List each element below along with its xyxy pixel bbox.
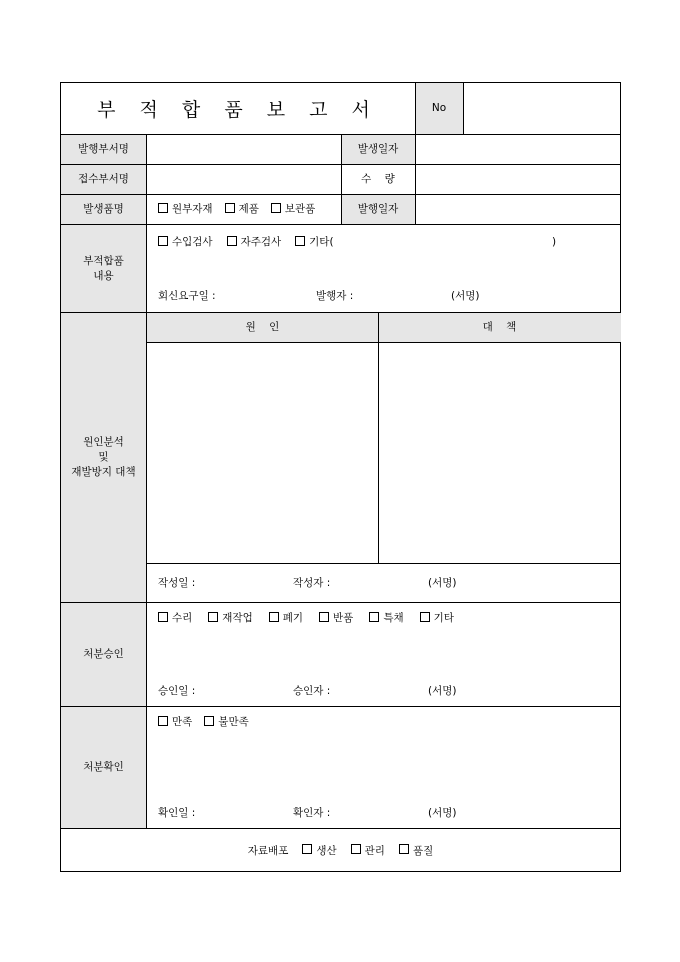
- qty-label: 수 량: [361, 173, 395, 185]
- issuer-label: 발행자 :: [316, 290, 354, 302]
- checkbox-icon: [269, 612, 279, 622]
- nonconformity-report-form: [60, 82, 621, 872]
- disposal-label: 처분승인: [83, 648, 124, 660]
- disposal-option-rework[interactable]: 재작업: [208, 611, 252, 625]
- item-option-stored[interactable]: 보관품: [271, 202, 315, 216]
- approver-sign: (서명): [428, 685, 457, 697]
- cause-header: 원 인: [245, 321, 280, 333]
- checkbox-icon: [295, 236, 305, 246]
- checkbox-icon: [158, 716, 168, 726]
- nonconf-option-other[interactable]: 기타(: [295, 235, 333, 249]
- checkbox-icon: [227, 236, 237, 246]
- no-value-field[interactable]: [464, 83, 620, 134]
- disposal-option-other[interactable]: 기타: [420, 611, 454, 625]
- issue-date-label: 발생일자: [357, 143, 399, 155]
- distribution-row: [61, 829, 620, 871]
- confirm-label: 처분확인: [83, 761, 124, 773]
- checkbox-icon: [158, 236, 168, 246]
- disposal-option-repair[interactable]: 수리: [158, 611, 192, 625]
- disposal-option-scrap[interactable]: 폐기: [269, 611, 303, 625]
- disposal-option-concession[interactable]: 특채: [369, 611, 403, 625]
- checker-sign: (서명): [428, 807, 457, 819]
- no-label: No: [431, 102, 447, 114]
- confirm-date-label: 확인일 :: [158, 807, 196, 819]
- nonconf-option-self[interactable]: 자주검사: [227, 235, 282, 249]
- confirm-option-satisfied[interactable]: 만족: [158, 715, 192, 729]
- checkbox-icon: [399, 844, 409, 854]
- written-date-label: 작성일 :: [158, 577, 196, 589]
- distribution-option-management[interactable]: 관리: [351, 843, 385, 858]
- issuer-sign: (서명): [451, 290, 480, 302]
- qty-field[interactable]: [416, 165, 620, 194]
- checkbox-icon: [158, 203, 168, 213]
- checkbox-icon: [204, 716, 214, 726]
- item-options: [158, 202, 315, 216]
- checkbox-icon: [302, 844, 312, 854]
- checkbox-icon: [225, 203, 235, 213]
- nonconf-label: 부적합품 내용: [83, 254, 124, 282]
- nonconf-close-paren: ): [552, 236, 557, 248]
- publish-date-field[interactable]: [416, 195, 620, 224]
- disposal-option-return[interactable]: 반품: [319, 611, 353, 625]
- item-option-raw[interactable]: 원부자재: [158, 202, 213, 216]
- checkbox-icon: [208, 612, 218, 622]
- checkbox-icon: [369, 612, 379, 622]
- measure-header: 대 책: [482, 321, 517, 333]
- confirm-option-unsatisfied[interactable]: 불만족: [204, 715, 248, 729]
- nonconf-option-incoming[interactable]: 수입검사: [158, 235, 213, 249]
- measure-field[interactable]: [379, 343, 620, 563]
- item-option-product[interactable]: 제품: [225, 202, 259, 216]
- checker-label: 확인자 :: [293, 807, 331, 819]
- recv-dept-label: 접수부서명: [78, 173, 129, 185]
- publish-date-label: 발행일자: [357, 203, 399, 215]
- report-title: 부 적 합 품 보 고 서: [97, 99, 379, 121]
- issue-date-field[interactable]: [416, 135, 620, 164]
- confirm-options: [158, 715, 249, 729]
- distribution-option-production[interactable]: 생산: [302, 843, 336, 858]
- reply-date-label: 회신요구일 :: [158, 290, 216, 302]
- disposal-options: [158, 611, 454, 625]
- checkbox-icon: [271, 203, 281, 213]
- issue-dept-label: 발행부서명: [78, 143, 129, 155]
- analysis-label: 원인분석 및 재발방지 대책: [71, 436, 136, 478]
- recv-dept-field[interactable]: [147, 165, 341, 194]
- item-label: 발생품명: [83, 203, 124, 215]
- writer-sign: (서명): [428, 577, 457, 589]
- checkbox-icon: [158, 612, 168, 622]
- approver-label: 승인자 :: [293, 685, 331, 697]
- cause-field[interactable]: [147, 343, 378, 563]
- issue-dept-field[interactable]: [147, 135, 341, 164]
- checkbox-icon: [351, 844, 361, 854]
- nonconf-options: [158, 235, 334, 249]
- distribution-option-quality[interactable]: 품질: [399, 843, 433, 858]
- checkbox-icon: [420, 612, 430, 622]
- checkbox-icon: [319, 612, 329, 622]
- approval-date-label: 승인일 :: [158, 685, 196, 697]
- distribution-label: 자료배포: [247, 844, 289, 857]
- writer-label: 작성자 :: [293, 577, 331, 589]
